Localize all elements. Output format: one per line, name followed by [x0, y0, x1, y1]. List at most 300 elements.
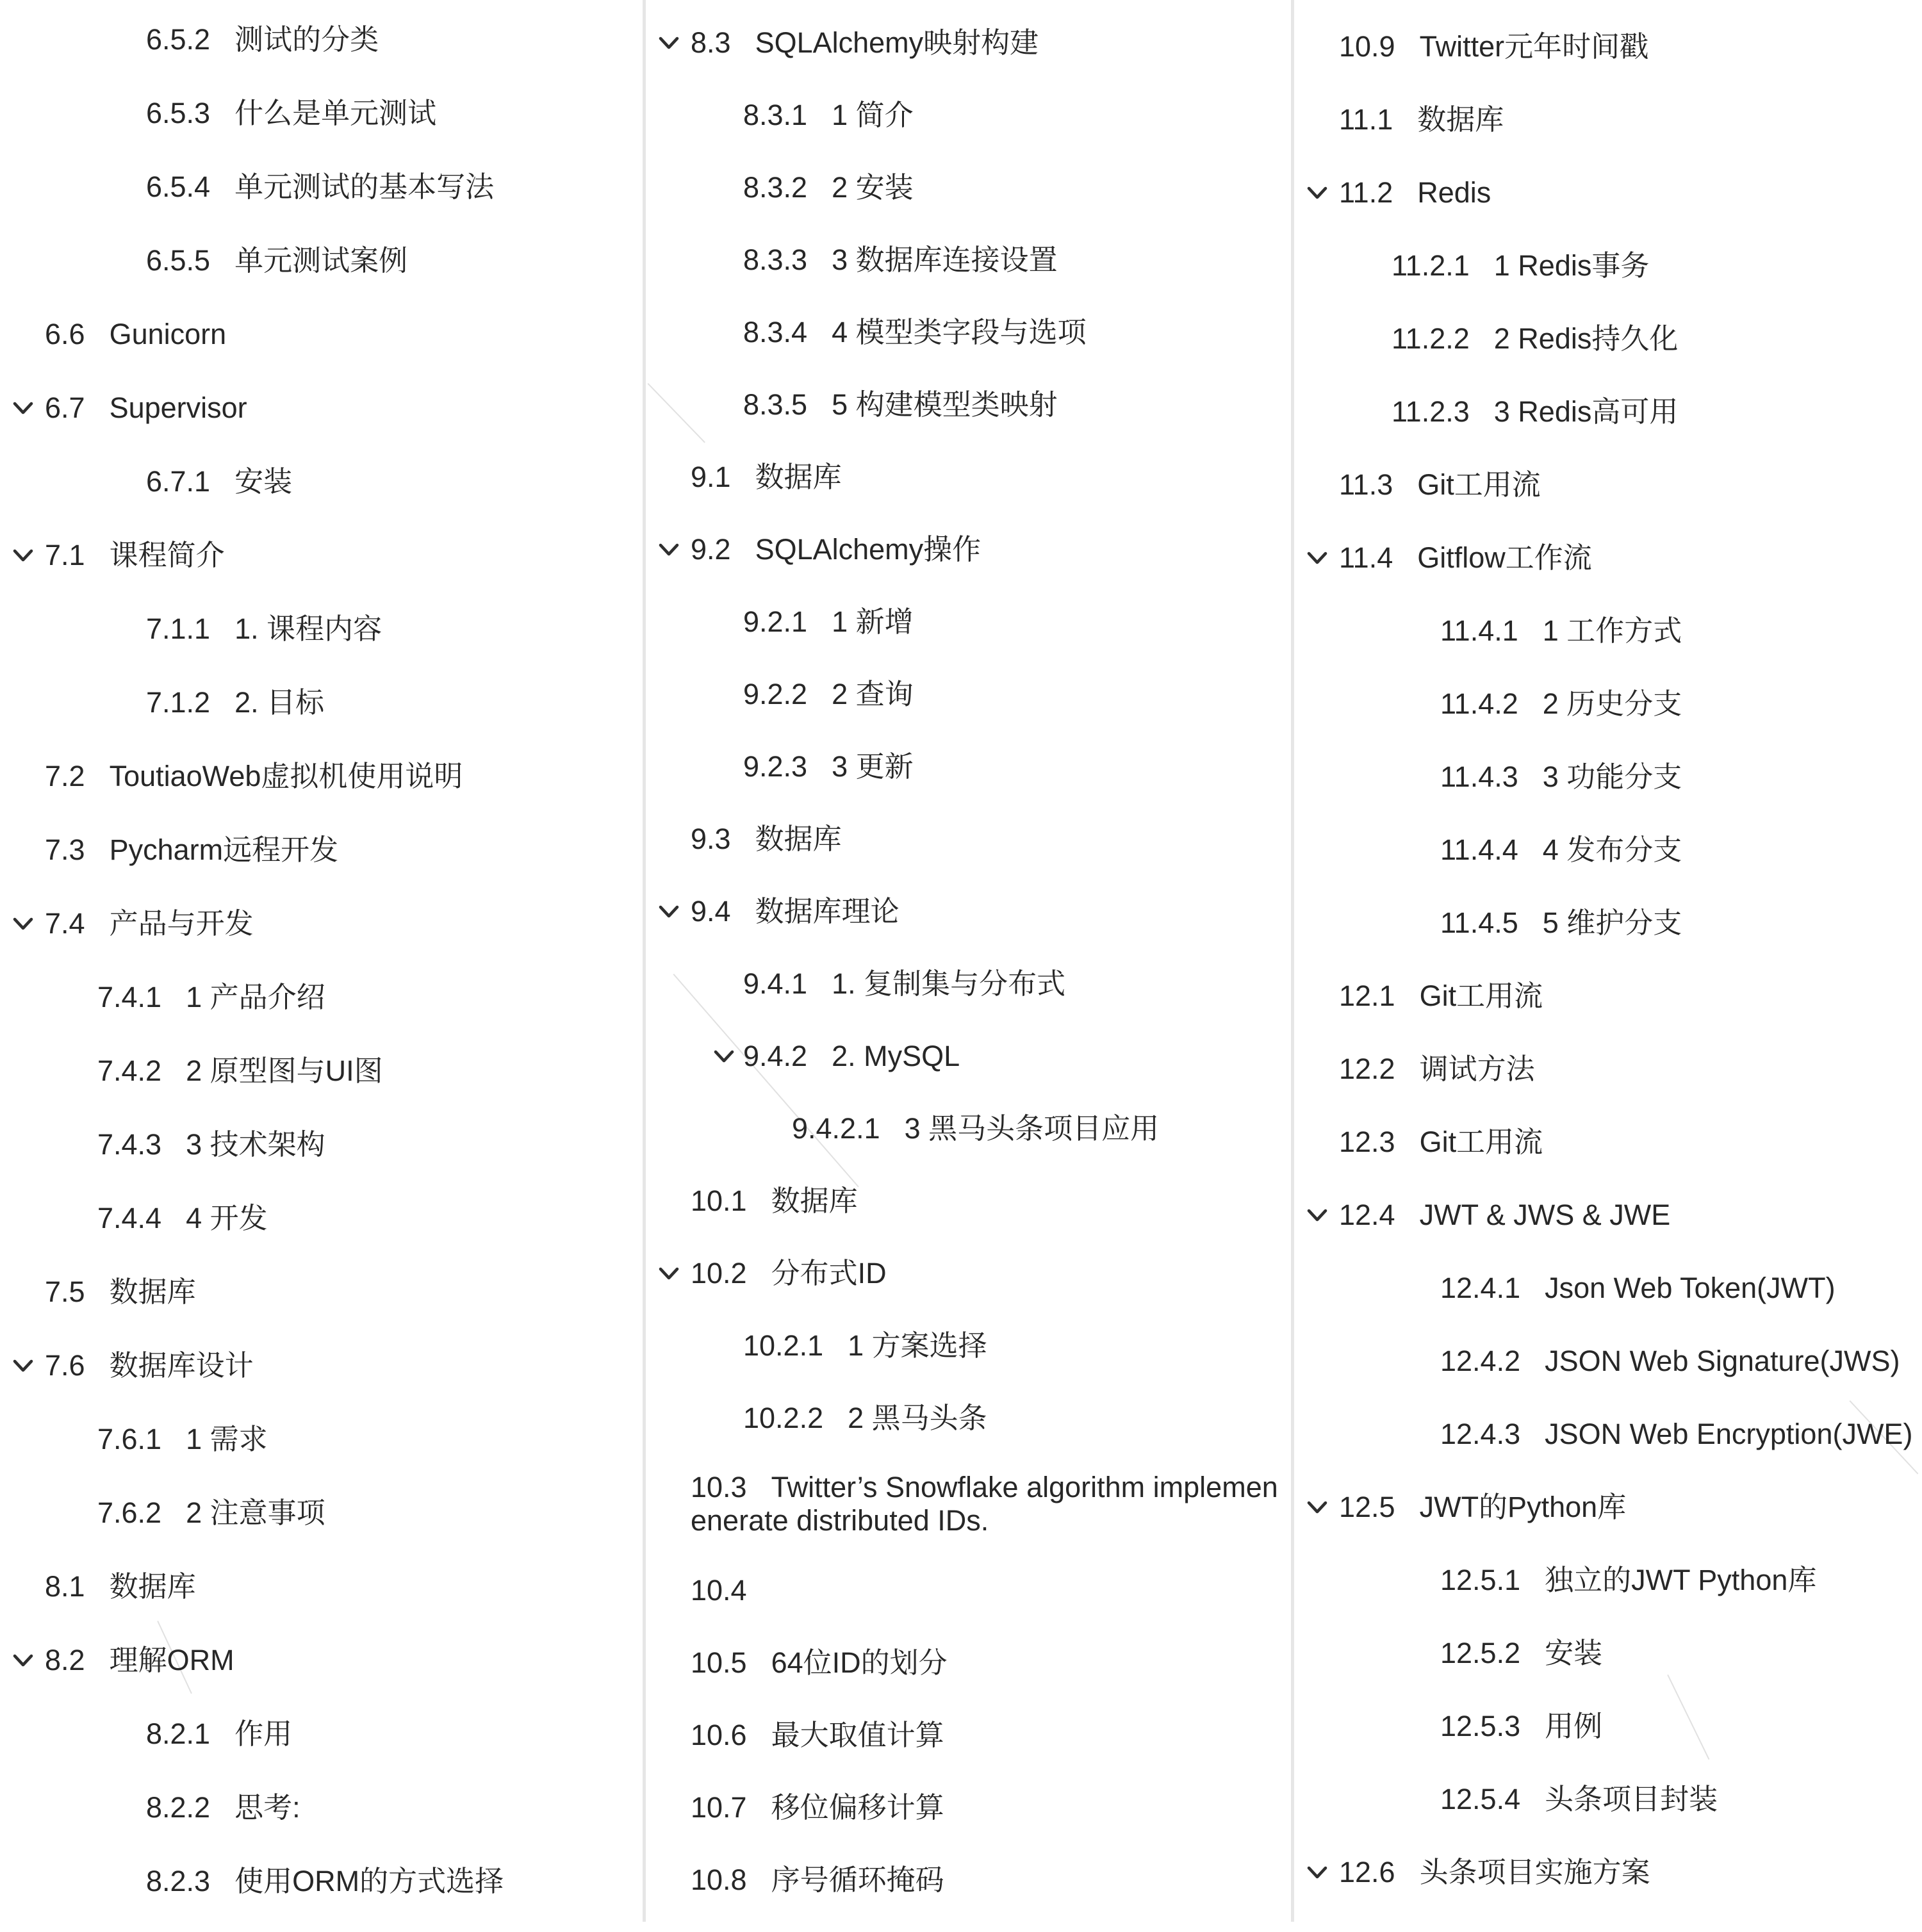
toc-item-line — [97, 1423, 268, 1456]
toc-item-line — [691, 823, 842, 856]
toc-item-number: 10.1 — [691, 1184, 747, 1217]
toc-item-title: 安装 — [234, 464, 293, 498]
toc-item-title: 1 Redis事务 — [1493, 249, 1650, 282]
toc-item-title: 1. 课程内容 — [234, 612, 382, 645]
toc-item-title: 2 历史分支 — [1542, 687, 1682, 721]
toc-item-number: 11.4.3 — [1440, 760, 1518, 794]
toc-item-line — [146, 23, 379, 56]
toc-item-line — [691, 1863, 944, 1897]
toc-item-number: 7.1.2 — [146, 685, 211, 719]
chevron-down-icon[interactable] — [1303, 1858, 1331, 1887]
toc-item-11.4.5[interactable] — [1294, 887, 1922, 960]
toc-item-number: 11.4.2 — [1440, 687, 1518, 721]
toc-item-number: 12.2 — [1339, 1052, 1395, 1086]
toc-item-line — [1339, 1052, 1535, 1086]
toc-item-title: 1. 复制集与分布式 — [832, 967, 1066, 1000]
toc-item-9.2.2[interactable] — [646, 658, 1291, 730]
toc-item-title: 数据库 — [771, 1184, 858, 1217]
toc-item-line — [743, 1402, 987, 1435]
toc-item-line — [1339, 541, 1592, 575]
toc-item-line — [146, 1717, 292, 1751]
toc-item-title: 3 功能分支 — [1542, 760, 1682, 794]
toc-item-line — [1339, 468, 1541, 502]
toc-item-line — [792, 1112, 1159, 1145]
toc-item-number: 11.4 — [1339, 541, 1393, 575]
toc-item-title: 单元测试的基本写法 — [234, 170, 495, 203]
toc-item-line — [691, 26, 1039, 60]
toc-item-12.6[interactable] — [1294, 1836, 1922, 1909]
toc-item-number: 10.9 — [1339, 30, 1395, 63]
toc-item-title: 课程简介 — [109, 538, 225, 571]
chevron-down-icon[interactable] — [655, 897, 683, 926]
toc-item-number: 12.4.2 — [1440, 1345, 1521, 1378]
toc-item-title: 测试的分类 — [234, 22, 379, 56]
toc-item-12.1[interactable] — [1294, 960, 1922, 1033]
toc-item-title: 头条项目封装 — [1545, 1783, 1718, 1816]
toc-item-title: JSON Web Encryption(JWE) — [1545, 1418, 1913, 1451]
toc-item-title: SQLAlchemy映射构建 — [755, 26, 1039, 59]
toc-item-7.4.4[interactable] — [0, 1181, 643, 1255]
toc-item-6.7[interactable] — [0, 371, 643, 445]
toc-item-7.6.2[interactable] — [0, 1476, 643, 1550]
toc-item-12.5.1[interactable] — [1294, 1544, 1922, 1617]
chevron-down-icon[interactable] — [9, 541, 37, 569]
toc-item-line — [146, 1791, 300, 1824]
toc-item-number: 8.3.5 — [743, 388, 808, 421]
toc-item-number: 11.4.4 — [1440, 833, 1518, 867]
toc-item-number: 12.5.1 — [1440, 1564, 1521, 1597]
toc-item-12.4.3[interactable] — [1294, 1398, 1922, 1471]
toc-item-number: 7.6.2 — [97, 1496, 162, 1529]
chevron-down-icon[interactable] — [655, 536, 683, 564]
toc-item-number: 7.1.1 — [146, 612, 211, 645]
toc-item-9.2.1[interactable] — [646, 585, 1291, 658]
toc-item-title: Pycharm远程开发 — [109, 833, 339, 866]
toc-item-title: Twitter’s Snowflake algorithm implemen — [771, 1471, 1278, 1504]
toc-item-title: JWT & JWS & JWE — [1419, 1199, 1671, 1232]
toc-item-title: 思考: — [234, 1790, 300, 1824]
chevron-down-icon[interactable] — [1303, 1493, 1331, 1521]
toc-item-7.1.1[interactable] — [0, 592, 643, 666]
toc-item-9.4[interactable] — [646, 875, 1291, 947]
toc-item-number: 8.2.1 — [146, 1717, 211, 1750]
toc-item-11.4.1[interactable] — [1294, 594, 1922, 667]
toc-item-line — [1339, 176, 1491, 209]
toc-item-line — [1339, 1126, 1543, 1159]
toc-item-title: 2 原型图与UI图 — [186, 1054, 383, 1087]
toc-item-line — [146, 244, 407, 277]
toc-item-title: 5 维护分支 — [1542, 906, 1682, 940]
toc-item-line — [1440, 1637, 1602, 1670]
toc-item-line — [1339, 103, 1504, 136]
toc-item-line — [743, 243, 1058, 277]
toc-item-9.2[interactable] — [646, 513, 1291, 585]
toc-item-line — [1440, 906, 1682, 940]
toc-item-10.5[interactable] — [646, 1626, 1291, 1699]
toc-item-number: 11.2.3 — [1392, 395, 1470, 429]
toc-item-title: 产品与开发 — [109, 906, 254, 940]
toc-item-line — [743, 967, 1065, 1001]
toc-item-7.1.2[interactable] — [0, 666, 643, 739]
toc-item-line — [691, 1719, 944, 1752]
toc-item-12.5[interactable] — [1294, 1471, 1922, 1544]
toc-item-number: 7.4.4 — [97, 1201, 162, 1234]
toc-item-number: 7.2 — [45, 759, 85, 792]
toc-item-title: 2. 目标 — [234, 685, 325, 719]
chevron-down-icon[interactable] — [9, 1352, 37, 1380]
toc-item-line — [45, 539, 225, 572]
toc-item-number: 6.5.2 — [146, 22, 211, 56]
toc-item-10.8[interactable] — [646, 1844, 1291, 1916]
toc-item-6.5.2[interactable] — [0, 3, 643, 76]
chevron-down-icon[interactable] — [655, 29, 683, 57]
toc-item-number: 12.5.4 — [1440, 1783, 1521, 1816]
toc-item-title: 数据库 — [755, 460, 842, 493]
toc-item-number: 10.6 — [691, 1718, 747, 1751]
toc-item-8.3[interactable] — [646, 6, 1291, 79]
toc-item-number: 12.4.3 — [1440, 1418, 1521, 1451]
toc-item-line — [691, 1574, 771, 1607]
toc-item-8.2[interactable] — [0, 1623, 643, 1697]
toc-column-1 — [0, 0, 643, 1924]
toc-item-8.3.1[interactable] — [646, 79, 1291, 151]
toc-item-9.4.1[interactable] — [646, 947, 1291, 1020]
toc-item-10.3[interactable] — [646, 1454, 1291, 1554]
toc-item-7.6.1[interactable] — [0, 1402, 643, 1476]
toc-item-line — [1339, 979, 1543, 1013]
toc-item-line — [1440, 1272, 1836, 1305]
toc-item-12.4.2[interactable] — [1294, 1325, 1922, 1398]
toc-item-8.1[interactable] — [0, 1550, 643, 1623]
chevron-down-icon[interactable] — [9, 1646, 37, 1674]
toc-item-11.2.2[interactable] — [1294, 302, 1922, 375]
toc-item-number: 10.4 — [691, 1573, 747, 1607]
toc-item-number: 10.8 — [691, 1863, 747, 1896]
toc-item-number: 9.4.2 — [743, 1039, 808, 1072]
toc-item-title: 头条项目实施方案 — [1419, 1856, 1650, 1889]
toc-item-title: Twitter元年时间戳 — [1419, 30, 1649, 63]
toc-item-number: 7.1 — [45, 538, 85, 571]
toc-item-number: 11.2 — [1339, 176, 1393, 209]
toc-item-number: 10.3 — [691, 1471, 747, 1504]
toc-item-line — [691, 1184, 858, 1218]
toc-item-title: 数据库 — [755, 822, 842, 855]
toc-item-line — [146, 1865, 504, 1898]
toc-item-11.1[interactable] — [1294, 83, 1922, 156]
toc-item-title: 3 更新 — [832, 749, 914, 783]
toc-item-11.4[interactable] — [1294, 521, 1922, 594]
toc-item-title: 4 模型类字段与选项 — [832, 315, 1087, 348]
toc-item-10.2[interactable] — [646, 1237, 1291, 1309]
toc-item-title: Redis — [1417, 176, 1491, 209]
toc-item-title: 64位ID的划分 — [771, 1646, 948, 1679]
toc-item-number: 10.2.2 — [743, 1401, 824, 1434]
toc-item-line — [146, 612, 382, 646]
toc-item-number: 9.1 — [691, 460, 731, 493]
toc-item-line — [691, 461, 842, 494]
toc-item-number: 12.3 — [1339, 1126, 1395, 1159]
toc-item-number: 10.5 — [691, 1646, 747, 1679]
toc-item-9.3[interactable] — [646, 803, 1291, 875]
toc-item-8.3.5[interactable] — [646, 368, 1291, 441]
toc-item-7.3[interactable] — [0, 813, 643, 887]
toc-item-9.4.2[interactable] — [646, 1020, 1291, 1092]
toc-item-number: 12.1 — [1339, 979, 1395, 1013]
toc-item-8.3.4[interactable] — [646, 296, 1291, 368]
toc-item-title-wrap: enerate distributed IDs. — [691, 1504, 989, 1537]
chevron-down-icon[interactable] — [655, 1259, 683, 1288]
toc-item-title: 1 新增 — [832, 605, 914, 638]
toc-item-12.3[interactable] — [1294, 1106, 1922, 1179]
toc-item-number: 8.3.3 — [743, 243, 808, 276]
toc-item-line — [45, 1349, 254, 1382]
toc-item-title: 什么是单元测试 — [234, 96, 437, 129]
toc-item-line — [146, 97, 436, 130]
toc-item-title: 独立的JWT Python库 — [1545, 1564, 1817, 1597]
toc-item-7.4.2[interactable] — [0, 1034, 643, 1108]
toc-item-title: 2 安装 — [832, 170, 914, 204]
toc-item-line — [97, 1054, 383, 1088]
toc-item-title: 作用 — [234, 1717, 293, 1750]
toc-item-6.5.5[interactable] — [0, 224, 643, 297]
toc-item-number: 9.4 — [691, 894, 731, 928]
toc-item-7.4[interactable] — [0, 887, 643, 960]
toc-item-6.7.1[interactable] — [0, 445, 643, 518]
toc-item-title: 序号循环掩码 — [771, 1863, 944, 1896]
toc-item-number: 9.4.1 — [743, 967, 808, 1000]
toc-item-title: 2 黑马头条 — [848, 1401, 987, 1434]
toc-item-title: 5 构建模型类映射 — [832, 388, 1058, 421]
toc-item-line — [1392, 322, 1678, 356]
toc-item-title: 用例 — [1545, 1710, 1603, 1743]
toc-item-title: 理解ORM — [109, 1643, 234, 1676]
toc-item-line — [691, 1646, 948, 1680]
toc-item-8.2.1[interactable] — [0, 1697, 643, 1771]
toc-item-line — [743, 171, 914, 204]
toc-item-number: 9.4.2.1 — [792, 1111, 880, 1145]
toc-item-8.3.3[interactable] — [646, 224, 1291, 296]
toc-item-title: 3 Redis高可用 — [1493, 395, 1679, 429]
toc-item-10.2.2[interactable] — [646, 1382, 1291, 1454]
toc-item-10.1[interactable] — [646, 1165, 1291, 1237]
toc-item-title: 单元测试案例 — [234, 243, 408, 277]
toc-item-title: 2 注意事项 — [186, 1496, 325, 1529]
toc-item-title: Git工用流 — [1419, 1126, 1543, 1159]
toc-item-number: 8.3.2 — [743, 170, 808, 204]
toc-item-number: 8.2 — [45, 1643, 85, 1676]
toc-item-line — [1392, 395, 1678, 429]
toc-item-number: 8.3 — [691, 26, 731, 59]
toc-item-line — [1339, 1491, 1626, 1524]
toc-item-title: 数据库 — [109, 1275, 196, 1308]
toc-item-number: 9.2.3 — [743, 749, 808, 783]
toc-item-6.5.3[interactable] — [0, 76, 643, 150]
toc-item-title: Json Web Token(JWT) — [1545, 1272, 1836, 1305]
toc-item-title: SQLAlchemy操作 — [755, 532, 982, 566]
toc-item-number: 7.6 — [45, 1348, 85, 1382]
toc-item-11.3[interactable] — [1294, 448, 1922, 521]
toc-item-number: 10.2.1 — [743, 1329, 824, 1362]
toc-item-number: 8.2.2 — [146, 1790, 211, 1824]
toc-item-8.2.3[interactable] — [0, 1844, 643, 1918]
toc-item-title: 1 产品介绍 — [186, 980, 325, 1013]
toc-item-line — [1440, 1783, 1718, 1816]
toc-item-10.7[interactable] — [646, 1771, 1291, 1844]
toc-item-number: 6.7 — [45, 391, 85, 424]
toc-item-line — [1440, 1710, 1602, 1743]
toc-item-number: 11.2.2 — [1392, 322, 1470, 356]
toc-item-11.4.2[interactable] — [1294, 667, 1922, 741]
toc-item-line — [743, 316, 1087, 349]
toc-item-number: 12.5.3 — [1440, 1710, 1521, 1743]
toc-item-title: 分布式ID — [771, 1256, 887, 1289]
toc-item-title: 1 需求 — [186, 1422, 268, 1455]
chevron-down-icon[interactable] — [1303, 1201, 1331, 1229]
toc-item-8.2.2[interactable] — [0, 1771, 643, 1844]
toc-item-line — [691, 533, 981, 566]
toc-item-11.2.3[interactable] — [1294, 375, 1922, 448]
toc-item-6.6[interactable] — [0, 297, 643, 371]
toc-item-title: 安装 — [1545, 1637, 1603, 1670]
toc-item-line — [691, 895, 899, 928]
toc-item-number: 12.6 — [1339, 1856, 1395, 1889]
toc-item-line — [691, 1791, 944, 1824]
toc-item-number: 12.4 — [1339, 1199, 1395, 1232]
toc-item-line — [743, 1329, 987, 1363]
toc-item-line — [1440, 1345, 1900, 1378]
toc-item-line — [1440, 833, 1682, 867]
toc-item-title: JWT的Python库 — [1419, 1491, 1627, 1524]
toc-item-line — [97, 1128, 325, 1161]
toc-item-line — [1339, 30, 1648, 63]
toc-item-12.5.4[interactable] — [1294, 1763, 1922, 1836]
chevron-down-icon[interactable] — [1303, 179, 1331, 207]
toc-item-11.4.4[interactable] — [1294, 814, 1922, 887]
toc-item-title: 使用ORM的方式选择 — [234, 1864, 504, 1897]
toc-item-title: Gunicorn — [109, 317, 227, 350]
toc-item-7.5[interactable] — [0, 1255, 643, 1329]
toc-item-12.4[interactable] — [1294, 1179, 1922, 1252]
toc-item-7.4.3[interactable] — [0, 1108, 643, 1181]
toc-item-7.2[interactable] — [0, 739, 643, 813]
toc-item-line — [743, 605, 914, 639]
toc-item-number: 6.5.4 — [146, 170, 211, 203]
toc-item-line — [743, 99, 914, 132]
toc-item-12.5.2[interactable] — [1294, 1617, 1922, 1690]
toc-item-line — [743, 750, 914, 783]
toc-item-7.1[interactable] — [0, 518, 643, 592]
toc-item-number: 6.7.1 — [146, 464, 211, 498]
toc-item-10.2.1[interactable] — [646, 1309, 1291, 1382]
toc-item-number: 6.6 — [45, 317, 85, 350]
toc-item-line — [1440, 687, 1682, 721]
toc-item-line — [1440, 1564, 1816, 1597]
chevron-down-icon[interactable] — [9, 910, 37, 938]
toc-item-title: Gitflow工作流 — [1417, 541, 1592, 575]
toc-item-9.1[interactable] — [646, 441, 1291, 513]
toc-item-title: 4 发布分支 — [1542, 833, 1682, 867]
toc-item-line — [1440, 1418, 1912, 1451]
toc-item-number: 11.2.1 — [1392, 249, 1470, 282]
toc-item-number: 7.4.2 — [97, 1054, 162, 1087]
toc-item-11.2.1[interactable] — [1294, 229, 1922, 302]
toc-item-12.5.3[interactable] — [1294, 1690, 1922, 1763]
toc-item-title: 数据库理论 — [755, 894, 899, 928]
toc-item-number: 9.2.2 — [743, 677, 808, 710]
toc-item-line — [45, 833, 338, 867]
toc-column-2 — [646, 0, 1291, 1928]
toc-item-7.6[interactable] — [0, 1329, 643, 1402]
toc-item-title: Supervisor — [109, 391, 247, 424]
toc-item-number: 8.3.4 — [743, 315, 808, 348]
toc-item-number: 7.3 — [45, 833, 85, 866]
toc-item-number: 8.2.3 — [146, 1864, 211, 1897]
toc-item-title: 数据库 — [1417, 103, 1504, 136]
toc-item-7.4.1[interactable] — [0, 960, 643, 1034]
toc-item-title: 1 方案选择 — [848, 1329, 987, 1362]
toc-item-line — [97, 1496, 325, 1530]
toc-item-title: 调试方法 — [1419, 1052, 1535, 1086]
toc-item-line — [743, 678, 914, 711]
toc-item-6.5.4[interactable] — [0, 150, 643, 224]
chevron-down-icon[interactable] — [1303, 544, 1331, 572]
toc-item-title: 1 简介 — [832, 98, 914, 131]
toc-item-9.2.3[interactable] — [646, 730, 1291, 803]
toc-item-title: 2 查询 — [832, 677, 914, 710]
chevron-down-icon[interactable] — [710, 1042, 738, 1070]
toc-item-10.4[interactable] — [646, 1554, 1291, 1626]
toc-item-number: 11.4.5 — [1440, 906, 1518, 940]
toc-item-line — [691, 1471, 1278, 1504]
toc-item-number: 10.7 — [691, 1790, 747, 1824]
toc-item-number: 7.4.3 — [97, 1127, 162, 1161]
chevron-down-icon[interactable] — [9, 394, 37, 422]
toc-item-title: 数据库设计 — [109, 1348, 254, 1382]
toc-item-number: 11.1 — [1339, 103, 1393, 136]
toc-item-title: 移位偏移计算 — [771, 1790, 944, 1824]
toc-item-number: 7.6.1 — [97, 1422, 162, 1455]
toc-item-11.2[interactable] — [1294, 156, 1922, 229]
toc-item-line — [1440, 614, 1682, 648]
toc-item-title: JSON Web Signature(JWS) — [1545, 1345, 1900, 1378]
toc-item-11.4.3[interactable] — [1294, 741, 1922, 814]
toc-item-number: 8.1 — [45, 1569, 85, 1603]
toc-item-number: 11.3 — [1339, 468, 1393, 502]
toc-item-number: 9.2.1 — [743, 605, 808, 638]
toc-item-title: 数据库 — [109, 1569, 196, 1603]
toc-item-line — [146, 465, 292, 498]
toc-item-12.2[interactable] — [1294, 1033, 1922, 1106]
toc-item-title: 2 Redis持久化 — [1493, 322, 1679, 356]
toc-item-line — [1339, 1199, 1670, 1232]
toc-item-12.4.1[interactable] — [1294, 1252, 1922, 1325]
toc-item-line — [691, 1257, 887, 1290]
toc-item-title: 4 开发 — [186, 1201, 268, 1234]
toc-item-9.4.2.1[interactable] — [646, 1092, 1291, 1165]
toc-item-number: 6.5.5 — [146, 243, 211, 277]
toc-item-10.6[interactable] — [646, 1699, 1291, 1771]
toc-item-number: 6.5.3 — [146, 96, 211, 129]
toc-item-title: 3 黑马头条项目应用 — [904, 1111, 1160, 1145]
toc-item-title: 1 工作方式 — [1542, 614, 1682, 648]
toc-item-8.3.2[interactable] — [646, 151, 1291, 224]
toc-item-line — [97, 1202, 268, 1235]
toc-item-line — [1440, 760, 1682, 794]
toc-item-line — [1392, 249, 1649, 282]
toc-item-number: 8.3.1 — [743, 98, 808, 131]
toc-item-10.9[interactable] — [1294, 10, 1922, 83]
toc-item-title: ToutiaoWeb虚拟机使用说明 — [109, 759, 463, 792]
